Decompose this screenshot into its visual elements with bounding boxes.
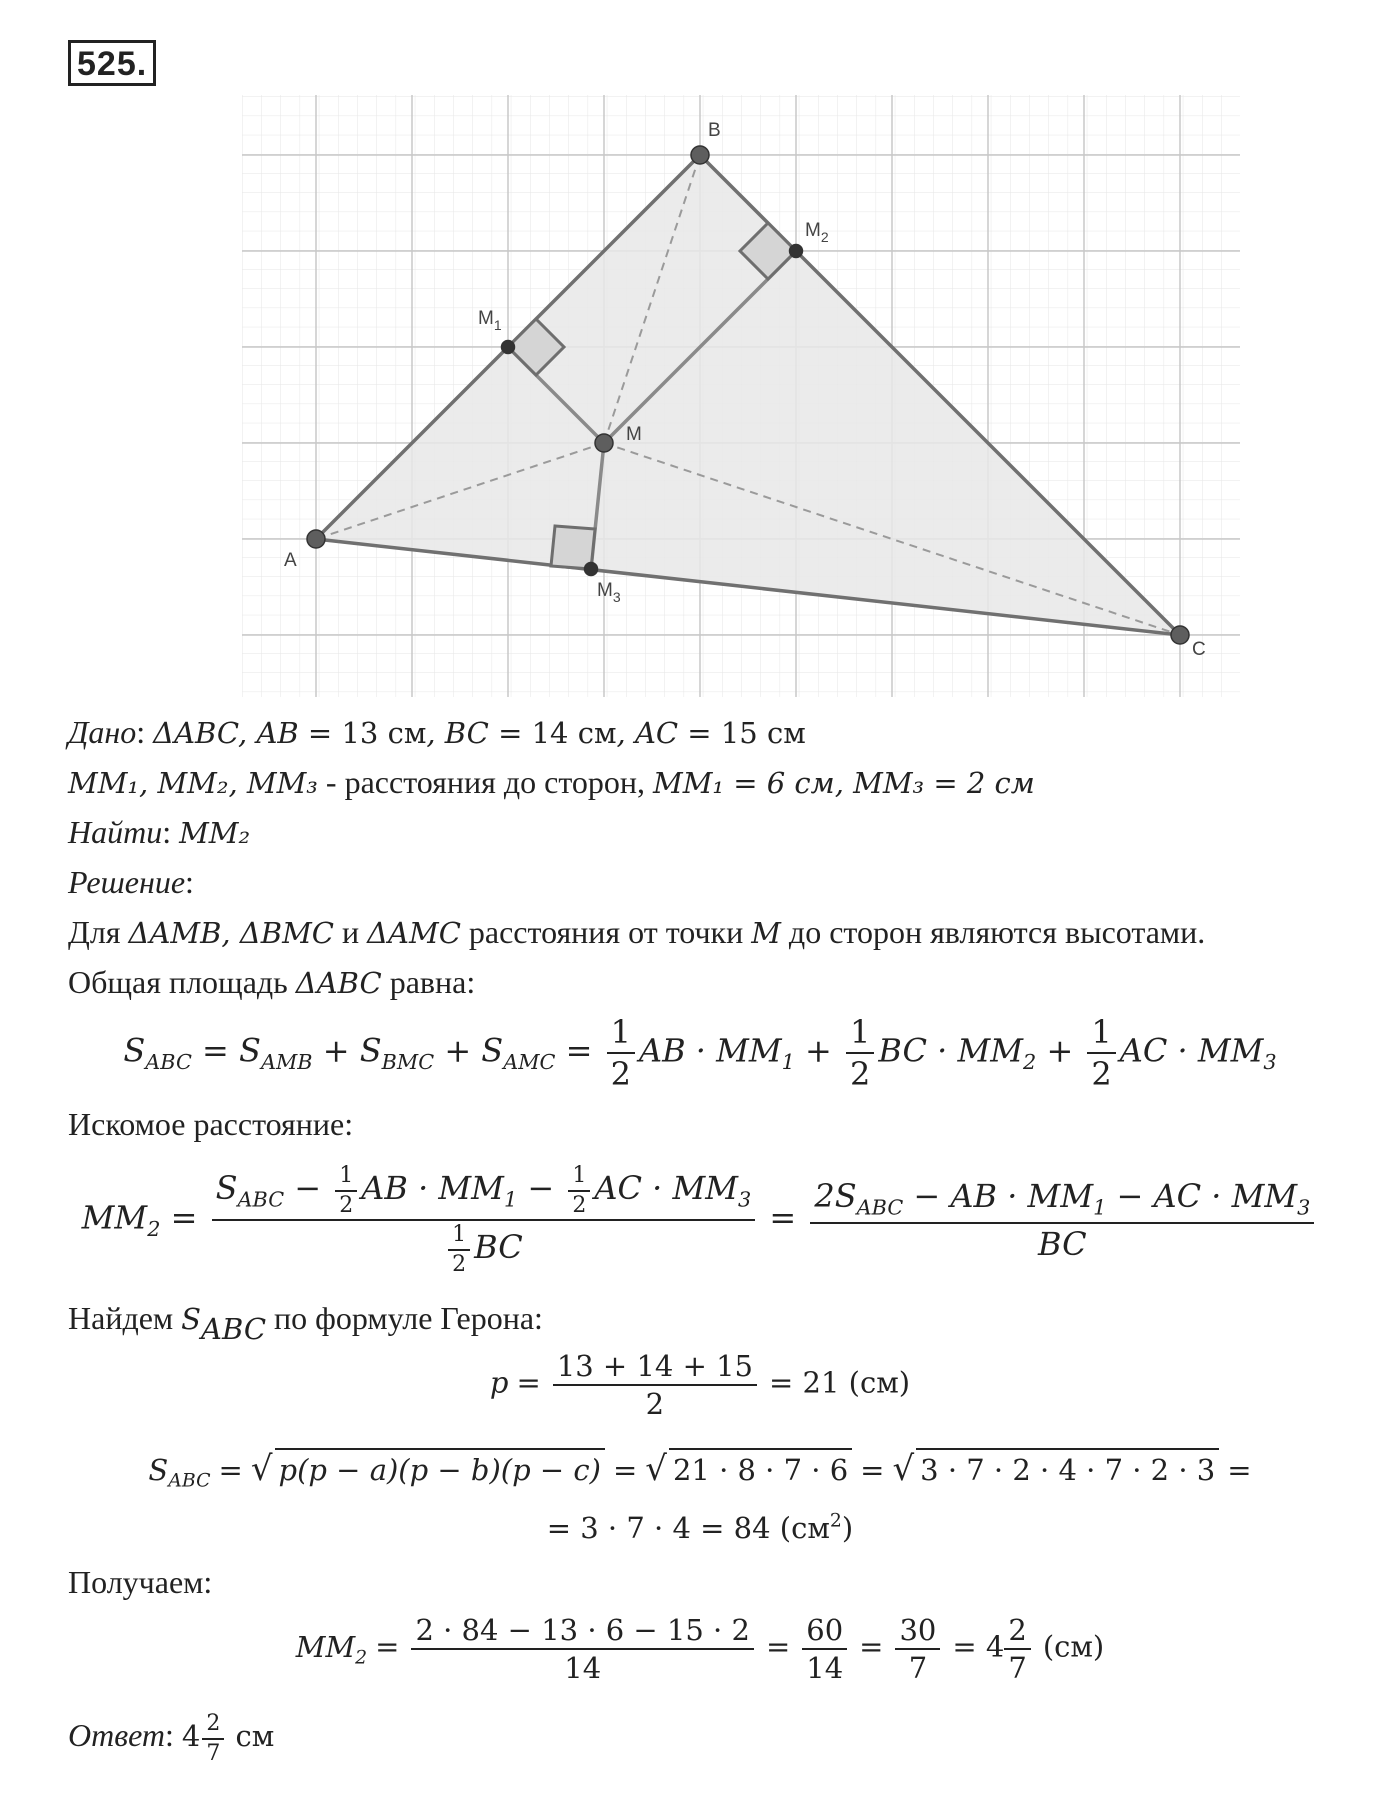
final-formula: $MM_2$ = $\frac{2 \cdot 84 - 13 \cdot 6 - 15 \cdot 2}{14}$ = $\frac{60}{14}$ = $\frac{30}{7}$ = 4 $\frac{2}{7}$ (см) — [295, 1613, 1105, 1686]
point-m — [595, 434, 613, 452]
triangle-figure — [0, 0, 1400, 720]
distances-line: MM₁, MM₂, MM₃ - расстояния до сторон, MM₁ = 6 см, MM₃ = 2 см — [68, 764, 1035, 800]
answer-line: Ответ: 4 $\frac{2}{7}$ см — [68, 1711, 275, 1766]
heron-result: = 3 · 7 · 4 = 84 $(см^2)$ — [546, 1511, 854, 1546]
heron-formula: $S_{ABC}$ = √ p(p − a)(p − b)(p − c) = √ 21 · 8 · 7 · 6 = √ 3 · 7 · 2 · 4 · 7 · 2 · 3 = — [148, 1449, 1252, 1492]
point-c — [1171, 626, 1189, 644]
label-m: M — [626, 424, 642, 445]
mm2-expression-formula: $MM_2$ = $S_{ABC}$ − $\frac{1}{2}$ AB · $MM_1$ − $\frac{1}{2}$ AC · $MM_3$ $\frac{1}{2}$ BC = $\frac{2S_{ABC} - AB \cdot MM_1 - AC \cdot MM_3}{BC}$ — [0, 1162, 1400, 1278]
solution-sentence-3: Искомое расстояние: — [68, 1106, 354, 1142]
label-b: B — [708, 120, 721, 141]
point-b — [691, 146, 709, 164]
solution-sentence-1: Для ΔAMB, ΔBMC и ΔAMC расстояния от точки M до сторон являются высотами. — [68, 914, 1206, 950]
problem-number: 525. — [68, 40, 156, 86]
label-a: A — [284, 550, 297, 571]
given-label: Дано — [68, 714, 137, 750]
solution-sentence-5: Получаем: — [68, 1564, 213, 1600]
semiperimeter-formula: p = $\frac{13 + 14 + 15}{2}$ = 21 (см) — [489, 1349, 911, 1422]
point-m1 — [502, 341, 515, 354]
point-m2 — [790, 245, 803, 258]
area-sum-formula: $S_{ABC} = S_{AMB} + S_{BMC} + S_{AMC}$ = $\frac{1}{2}$ AB · $MM_1$ + $\frac{1}{2}$ BC · $MM_2$ + $\frac{1}{2}$ AC · $MM_3$ — [123, 1013, 1277, 1093]
label-m2: $M_2$ — [805, 220, 829, 245]
point-m3 — [585, 563, 598, 576]
solution-label: Решение: — [68, 864, 194, 900]
label-m3: $M_3$ — [597, 580, 621, 605]
label-m1: $M_1$ — [478, 308, 502, 333]
given-line: Дано: ΔABC, AB = 13 см, BC = 14 см, AC = 15 см — [68, 714, 806, 750]
solution-sentence-4: Найдем $S_{ABC}$ по формуле Герона: — [68, 1300, 543, 1347]
label-c: C — [1192, 639, 1206, 660]
find-line: Найти: MM₂ — [68, 814, 251, 850]
solution-sentence-2: Общая площадь ΔABC равна: — [68, 964, 476, 1000]
point-a — [307, 530, 325, 548]
